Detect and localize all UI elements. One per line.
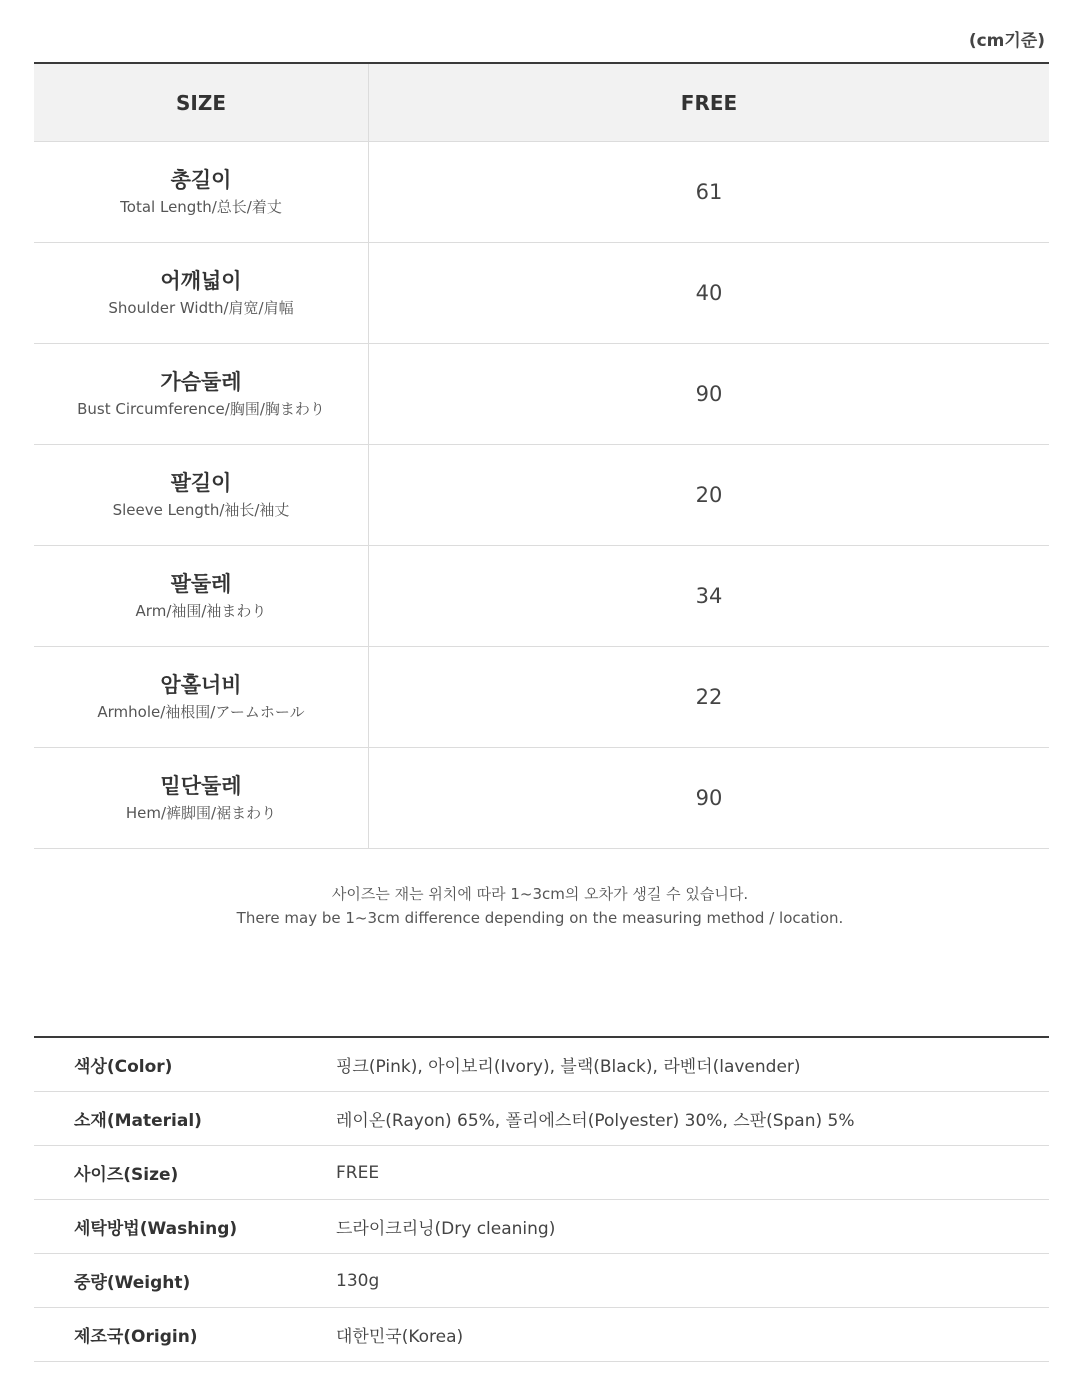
note-english: There may be 1~3cm difference depending on the measuring method / location. (236, 909, 844, 927)
info-row-material (34, 1092, 1049, 1146)
measure-name-en: Sleeve Length/袖长/袖丈 (112, 501, 290, 519)
row-label-cell (34, 748, 369, 848)
info-row-washing (34, 1200, 1049, 1254)
size-table (34, 62, 1049, 849)
info-row-size (34, 1146, 1049, 1200)
table-row (34, 647, 1049, 748)
measure-value: 90 (695, 382, 723, 406)
row-value-cell (369, 344, 1049, 444)
unit-label: (cm기준) (968, 31, 1045, 51)
table-row (34, 445, 1049, 546)
info-row-color (34, 1038, 1049, 1092)
table-row (34, 344, 1049, 445)
row-value-cell (369, 647, 1049, 747)
product-info-table (34, 1036, 1049, 1362)
header-label-cell (34, 64, 369, 141)
measure-name-en: Armhole/袖根围/アームホール (97, 703, 305, 721)
row-value-cell (369, 243, 1049, 343)
row-value-cell (369, 546, 1049, 646)
table-row (34, 142, 1049, 243)
header-value-cell (369, 64, 1049, 141)
header-free-label: FREE (680, 90, 738, 115)
table-row (34, 748, 1049, 849)
row-label-cell (34, 243, 369, 343)
row-label-cell (34, 445, 369, 545)
measure-name-ko: 암홀너비 (160, 673, 242, 697)
info-label: 세탁방법(Washing) (74, 1219, 238, 1239)
row-label-cell (34, 142, 369, 242)
measure-name-ko: 팔길이 (170, 471, 232, 495)
info-row-origin (34, 1308, 1049, 1362)
table-row (34, 243, 1049, 344)
measure-name-en: Hem/裤脚围/裾まわり (125, 804, 277, 822)
measure-name-en: Bust Circumference/胸围/胸まわり (77, 400, 325, 418)
measure-value: 61 (695, 180, 723, 204)
measurement-note (0, 882, 1080, 930)
info-value: 130g (336, 1270, 380, 1291)
info-label: 제조국(Origin) (74, 1327, 198, 1347)
info-value: 레이온(Rayon) 65%, 폴리에스터(Polyester) 30%, 스판(Span) 5% (336, 1111, 855, 1131)
note-korean: 사이즈는 재는 위치에 따라 1~3cm의 오차가 생길 수 있습니다. (331, 885, 749, 903)
size-table-header (34, 64, 1049, 142)
measure-value: 22 (695, 685, 723, 709)
info-row-weight (34, 1254, 1049, 1308)
measure-name-en: Arm/袖围/袖まわり (135, 602, 267, 620)
header-size-label: SIZE (175, 90, 226, 115)
measure-value: 34 (695, 584, 723, 608)
row-value-cell (369, 142, 1049, 242)
row-value-cell (369, 748, 1049, 848)
info-value: 대한민국(Korea) (336, 1327, 464, 1347)
row-value-cell (369, 445, 1049, 545)
table-row (34, 546, 1049, 647)
measure-name-ko: 어깨넓이 (160, 269, 242, 293)
info-label: 중량(Weight) (74, 1273, 191, 1293)
row-label-cell (34, 546, 369, 646)
info-value: 드라이크리닝(Dry cleaning) (336, 1219, 556, 1239)
measure-name-ko: 가슴둘레 (160, 370, 242, 394)
measure-name-en: Total Length/总长/着丈 (120, 198, 282, 216)
row-label-cell (34, 647, 369, 747)
info-value: 핑크(Pink), 아이보리(Ivory), 블랙(Black), 라벤더(lavender) (336, 1057, 801, 1077)
measure-name-ko: 총길이 (170, 168, 232, 192)
measure-name-en: Shoulder Width/肩宽/肩幅 (108, 299, 294, 317)
measure-name-ko: 밑단둘레 (160, 774, 242, 798)
info-value: FREE (336, 1162, 380, 1183)
measure-value: 40 (695, 281, 723, 305)
measure-value: 20 (695, 483, 723, 507)
measure-value: 90 (695, 786, 723, 810)
row-label-cell (34, 344, 369, 444)
info-label: 색상(Color) (74, 1057, 173, 1077)
measure-name-ko: 팔둘레 (170, 572, 232, 596)
info-label: 사이즈(Size) (74, 1165, 179, 1185)
info-label: 소재(Material) (74, 1111, 202, 1131)
